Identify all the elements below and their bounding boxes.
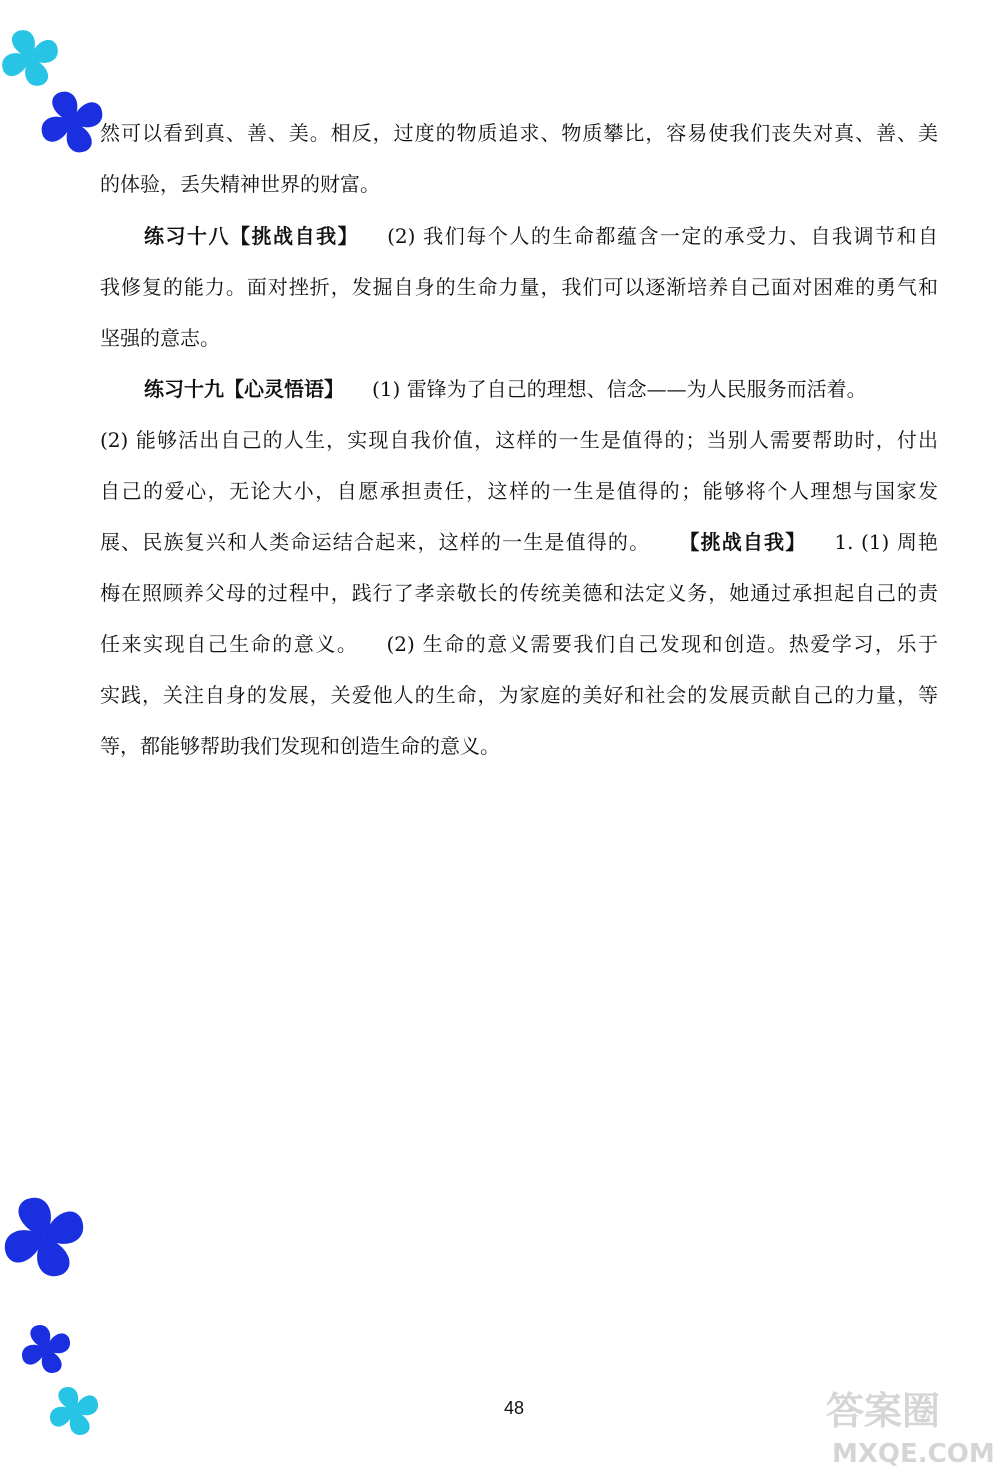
paragraph-3	[100, 364, 938, 772]
watermark-line1: 答案圈	[826, 1389, 941, 1433]
paragraph-2	[100, 211, 938, 364]
text-line	[100, 211, 938, 262]
text-span: 任来实现自己生命的意义。	[100, 632, 359, 656]
paragraph-1	[100, 108, 938, 210]
page-number: 48	[503, 1398, 525, 1418]
text-line	[100, 619, 938, 670]
text-line: 我修复的能力。面对挫折，发掘自身的生命力量，我们可以逐渐培养自己面对困难的勇气和	[100, 275, 938, 299]
text-span: 展、民族复兴和人类命运结合起来，这样的一生是值得的。	[100, 530, 651, 554]
text-line	[100, 517, 938, 568]
clover-decoration-top-left	[0, 30, 110, 160]
text-span: (2) 生命的意义需要我们自己发现和创造。热爱学习，乐于	[386, 632, 938, 656]
text-line: 然可以看到真、善、美。相反，过度的物质追求、物质攀比，容易使我们丧失对真、善、美	[100, 121, 938, 145]
text-line: 坚强的意志。	[100, 326, 220, 350]
watermark	[818, 1378, 998, 1468]
section-label: 【挑战自我】	[678, 530, 807, 554]
exercise-label: 练习十九【心灵悟语】	[144, 377, 344, 401]
text-span: 1. (1) 周艳	[834, 530, 938, 554]
text-line: 自己的爱心，无论大小，自愿承担责任，这样的一生是值得的；能够将个人理想与国家发	[100, 479, 938, 503]
watermark-line2: MXQE.COM	[832, 1439, 995, 1468]
text-line	[100, 364, 938, 415]
text-span: (1) 雷锋为了自己的理想、信念——为人民服务而活着。	[372, 377, 867, 401]
text-line: 梅在照顾养父母的过程中，践行了孝亲敬长的传统美德和法定义务，她通过承担起自己的责	[100, 581, 938, 605]
exercise-label: 练习十八【挑战自我】	[144, 224, 360, 248]
text-line: (2) 能够活出自己的人生，实现自我价值，这样的一生是值得的；当别人需要帮助时，付出	[100, 428, 938, 452]
text-line: 等，都能够帮助我们发现和创造生命的意义。	[100, 734, 500, 758]
text-line: 实践，关注自身的发展，关爱他人的生命，为家庭的美好和社会的发展贡献自己的力量，等	[100, 683, 938, 707]
text-line: 的体验，丢失精神世界的财富。	[100, 172, 380, 196]
text-span: (2) 我们每个人的生命都蕴含一定的承受力、自我调节和自	[387, 224, 939, 248]
